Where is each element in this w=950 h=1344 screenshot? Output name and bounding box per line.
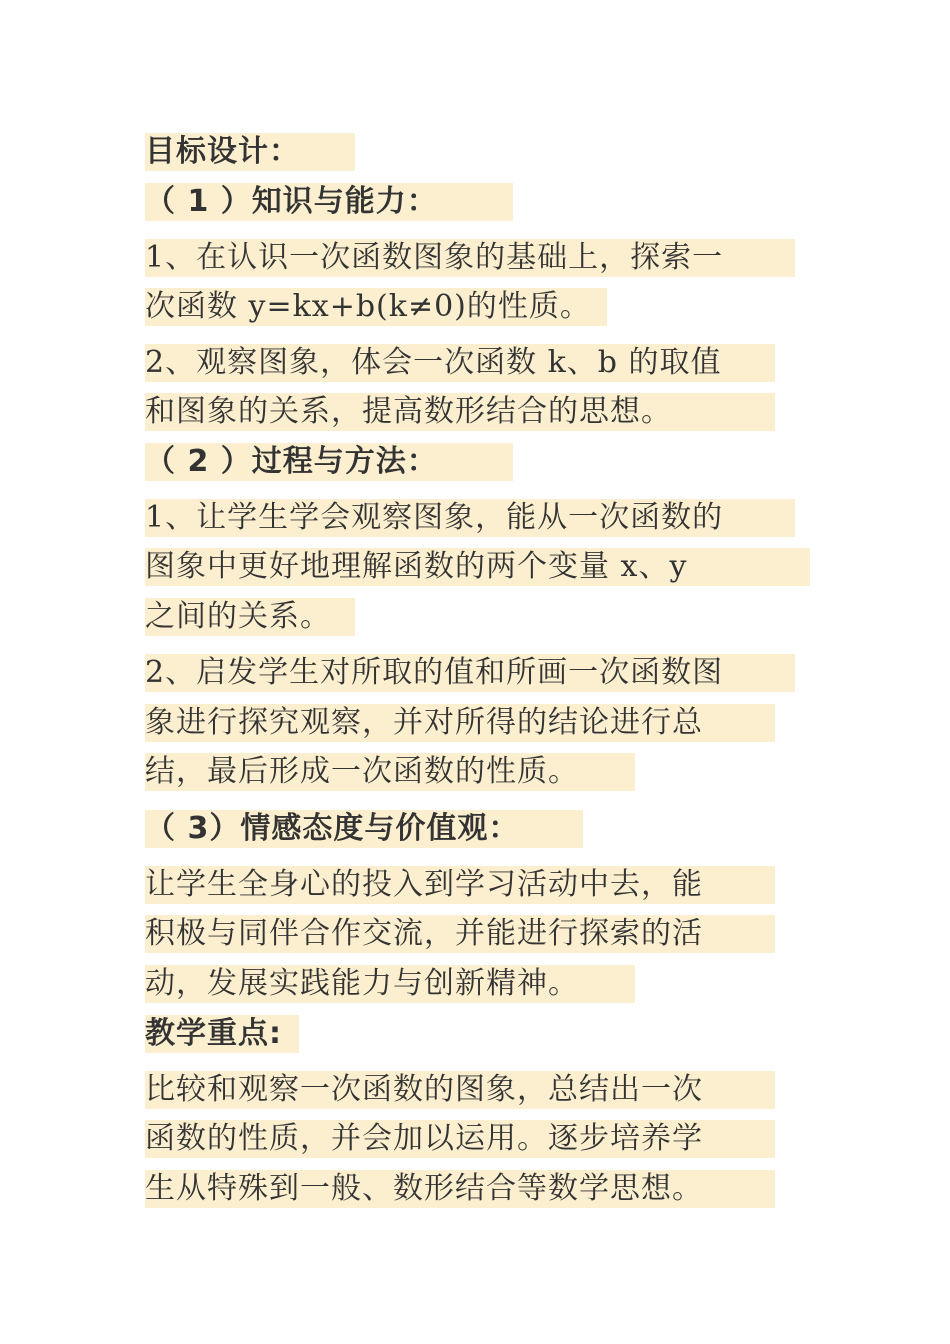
key-points-heading: 教学重点: — [145, 1015, 299, 1053]
emotion-line-2: 积极与同伴合作交流，并能进行探索的活 — [145, 915, 775, 953]
knowledge-item-2-line-2: 和图象的关系，提高数形结合的思想。 — [145, 393, 775, 431]
emotion-line-1: 让学生全身心的投入到学习活动中去，能 — [145, 866, 775, 904]
knowledge-item-2-line-1: 2、观察图象，体会一次函数 k、b 的取值 — [145, 344, 775, 382]
emotion-values-heading: （ 3）情感态度与价值观： — [145, 810, 583, 848]
process-item-1-line-3: 之间的关系。 — [145, 598, 355, 636]
key-points-line-1: 比较和观察一次函数的图象，总结出一次 — [145, 1071, 775, 1109]
emotion-line-3: 动，发展实践能力与创新精神。 — [145, 965, 635, 1003]
process-item-2-line-3: 结，最后形成一次函数的性质。 — [145, 753, 635, 791]
process-item-2-line-1: 2、启发学生对所取的值和所画一次函数图 — [145, 654, 795, 692]
knowledge-item-1-line-1: 1、在认识一次函数图象的基础上，探索一 — [145, 239, 795, 277]
process-method-heading: （ 2 ）过程与方法： — [145, 443, 513, 481]
knowledge-item-1-line-2: 次函数 y=kx+b(k≠0)的性质。 — [145, 288, 607, 326]
process-item-2-line-2: 象进行探究观察，并对所得的结论进行总 — [145, 704, 775, 742]
goal-design-title: 目标设计： — [145, 133, 355, 171]
key-points-line-2: 函数的性质，并会加以运用。逐步培养学 — [145, 1120, 775, 1158]
process-item-1-line-2: 图象中更好地理解函数的两个变量 x、y — [145, 548, 810, 586]
process-item-1-line-1: 1、让学生学会观察图象，能从一次函数的 — [145, 499, 795, 537]
knowledge-ability-heading: （ 1 ）知识与能力： — [145, 183, 513, 221]
key-points-line-3: 生从特殊到一般、数形结合等数学思想。 — [145, 1170, 775, 1208]
